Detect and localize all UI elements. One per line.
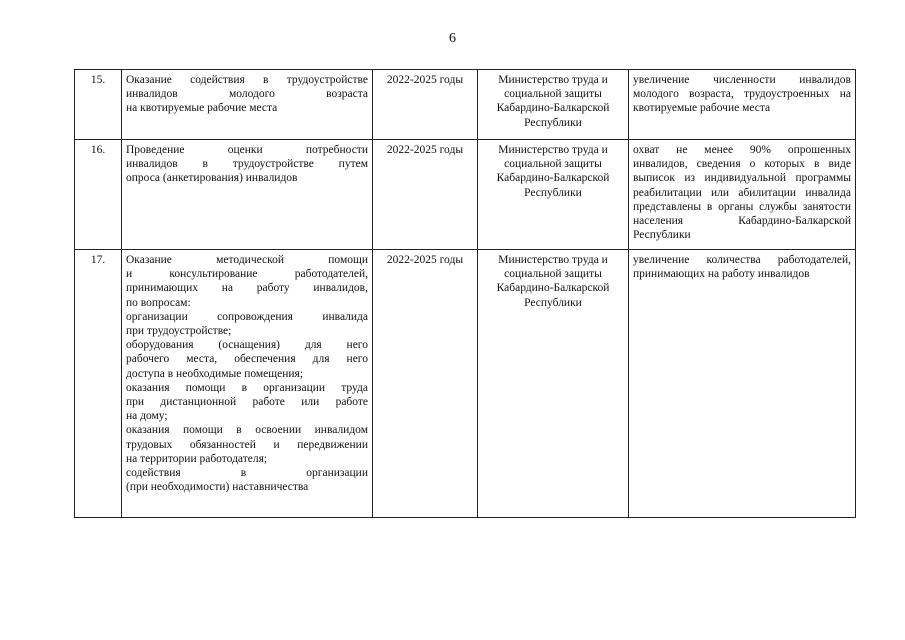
measure-line: оказания помощи в организации труда: [126, 381, 368, 394]
table-row: [75, 70, 856, 140]
page-number: 6: [449, 31, 456, 46]
measure-executor: Министерство труда и социальной защиты Кабардино-Балкарской Республики: [478, 250, 629, 518]
measures-table: [74, 69, 856, 518]
measure-line: на квотируемые рабочие места: [126, 102, 278, 115]
measure-line: Проведение оценки потребности: [126, 144, 368, 156]
row-number: 15.: [75, 70, 122, 140]
measure-line: принимающих на работу инвалидов,: [126, 282, 368, 295]
measure-line: оборудования (оснащения) для него: [126, 339, 368, 352]
measure-name: [122, 250, 373, 518]
measure-line: опроса (анкетирования) инвалидов: [126, 172, 298, 185]
measure-line: при дистанционной работе или работе: [126, 396, 368, 409]
measure-line: Оказание содействия в трудоустройстве: [126, 74, 368, 86]
row-number: 16.: [75, 140, 122, 250]
measure-line: инвалидов в трудоустройстве путем: [126, 158, 368, 171]
measure-line: и консультирование работодателей,: [126, 268, 368, 281]
measure-line: Оказание методической помощи: [126, 254, 368, 266]
table-row: [75, 140, 856, 250]
measure-line: инвалидов молодого возраста: [126, 88, 368, 101]
measure-line: оказания помощи в освоении инвалидом: [126, 424, 368, 437]
measure-line: доступа в необходимые помещения;: [126, 367, 304, 380]
measure-result: увеличение количества работодателей, принимающих на работу инвалидов: [629, 250, 856, 518]
measure-line: по вопросам:: [126, 296, 191, 309]
measure-result: увеличение численности инвалидов молодого возраста, трудоустроенных на квотируемые рабочие места: [629, 70, 856, 140]
measure-line: при трудоустройстве;: [126, 325, 232, 338]
measure-line: рабочего места, обеспечения для него: [126, 353, 368, 366]
measure-executor: Министерство труда и социальной защиты Кабардино-Балкарской Республики: [478, 70, 629, 140]
measure-executor: Министерство труда и социальной защиты Кабардино-Балкарской Республики: [478, 140, 629, 250]
measure-line: на территории работодателя;: [126, 452, 268, 465]
measure-term: 2022-2025 годы: [373, 70, 478, 140]
measure-result: охват не менее 90% опрошенных инвалидов, сведения о которых в виде выписок из индивидуальной программы реабилитации или абилитации инвалида представлены в органы службы занятости населения Кабардино-Балкарской Республики: [629, 140, 856, 250]
table-row: [75, 250, 856, 518]
measure-name: [122, 140, 373, 250]
measure-term: 2022-2025 годы: [373, 140, 478, 250]
measure-line: трудовых обязанностей и передвижении: [126, 438, 368, 451]
row-number: 17.: [75, 250, 122, 518]
measure-line: организации сопровождения инвалида: [126, 310, 368, 323]
measure-term: 2022-2025 годы: [373, 250, 478, 518]
measure-line: на дому;: [126, 410, 168, 423]
measure-line: содействия в организации: [126, 467, 368, 480]
measure-name: [122, 70, 373, 140]
measure-line: (при необходимости) наставничества: [126, 481, 309, 494]
